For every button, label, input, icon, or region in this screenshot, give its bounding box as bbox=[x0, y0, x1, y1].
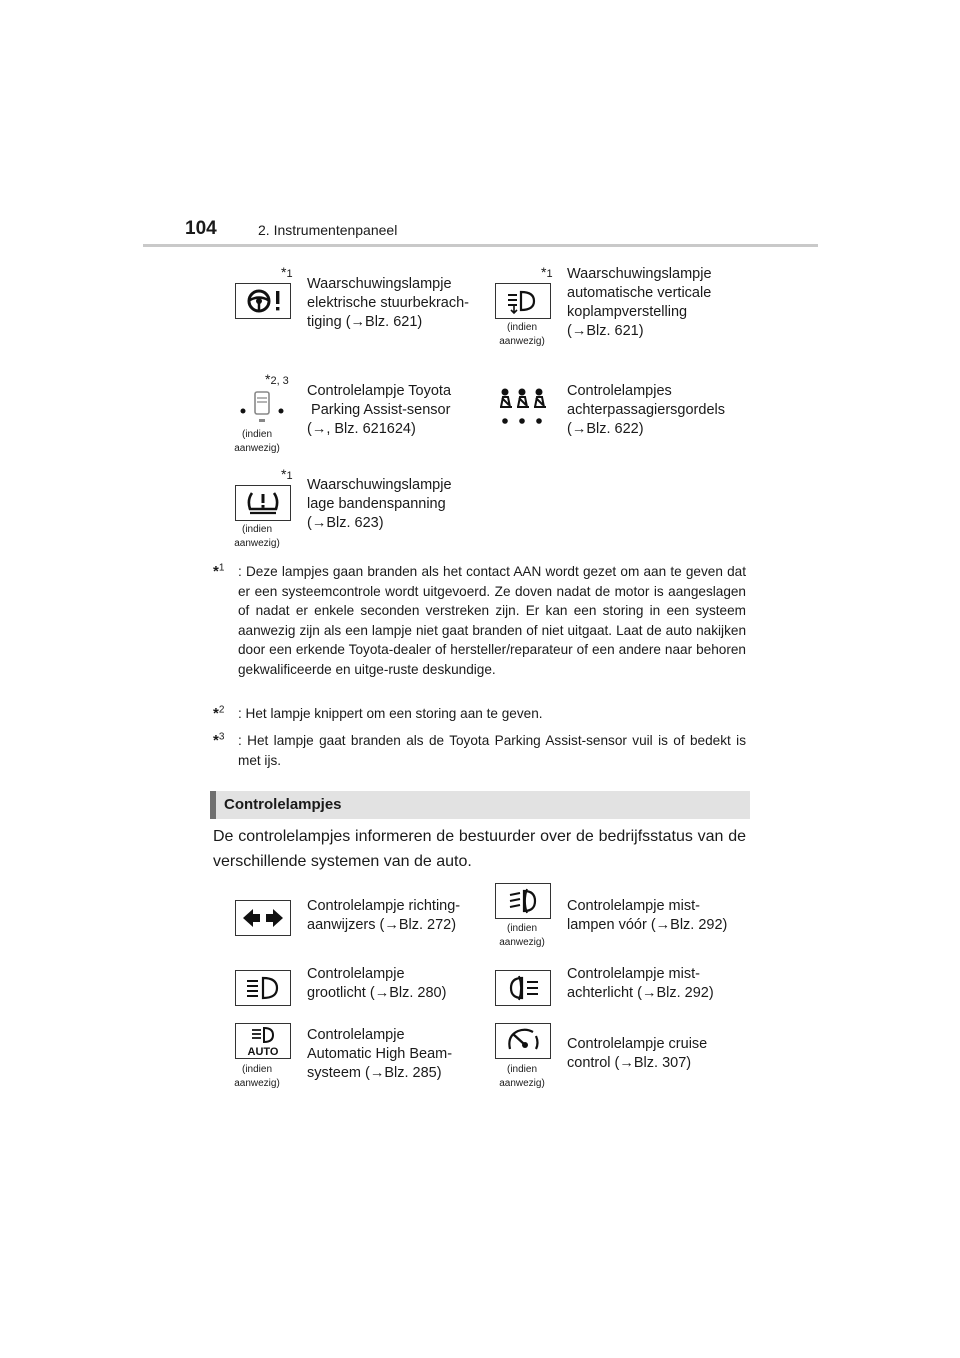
rear-seatbelt-icon bbox=[495, 390, 549, 424]
headlamp-leveling-text: Waarschuwingslampje automatische verticale koplampverstelling (→Blz. 621) bbox=[567, 266, 712, 339]
cruise-control-icon bbox=[495, 1023, 551, 1059]
high-beam-text: Controlelampje grootlicht (→Blz. 280) bbox=[307, 966, 447, 1001]
steering-warning-icon bbox=[235, 283, 291, 319]
availability-note: (indien aanwezig) bbox=[499, 923, 545, 948]
auto-high-beam-text: Controlelampje Automatic High Beam- systeem (→Blz. 285) bbox=[307, 1027, 453, 1081]
rear-seatbelt-text: Controlelampjes achterpassagiersgordels (→Blz. 622) bbox=[567, 383, 725, 437]
availability-note: (indien aanwezig) bbox=[499, 1064, 545, 1089]
section-band-accent bbox=[210, 791, 216, 819]
availability-note: (indien aanwezig) bbox=[234, 429, 280, 454]
footnote: *$^3$ : Het lampje gaat branden als de Toyota Parking Assist-sensor vuil is of bedekt is met ijs. bbox=[213, 731, 746, 768]
tire-pressure-text: Waarschuwingslampje lage bandenspanning (→Blz. 623) bbox=[307, 477, 452, 531]
steering-warning-text: Waarschuwingslampje elektrische stuurbekrach- tiging (→Blz. 621) bbox=[307, 276, 469, 330]
section-title: 2. Instrumentenpaneel bbox=[258, 222, 398, 238]
front-fog-text: Controlelampje mist- lampen vóór (→Blz. 292) bbox=[567, 898, 728, 933]
marker: *2, 3 bbox=[265, 371, 289, 387]
turn-signal-text: Controlelampje richting- aanwijzers (→Blz. 272) bbox=[307, 898, 461, 933]
auto-high-beam-icon bbox=[235, 1023, 291, 1059]
rear-fog-icon bbox=[495, 970, 551, 1006]
parking-assist-text: Controlelampje Toyota Parking Assist-sensor (→, Blz. 621624) bbox=[307, 383, 452, 437]
marker: *1 bbox=[541, 264, 553, 280]
footnote: *$^1$ : Deze lampjes gaan branden als het contact AAN wordt gezet om aan te geven dat er een systeemcontrole wordt uitgevoerd. Ze doven nadat de motor is aangeslagen of nadat er enkele seconden verstreken zijn. Er kan een storing in een systeem aanwezig zijn als een lampje niet gaat branden of niet uitgaat. Laat de auto nakijken door een erkende Toyota-dealer of hersteller/reparateur of een andere naar behoren gekwalificeerde en uitge-ruste deskundige. bbox=[213, 562, 746, 677]
marker: *1 bbox=[281, 466, 293, 482]
headlamp-leveling-warning-icon bbox=[495, 283, 551, 319]
section-intro: De controlelampjes informeren de bestuurder over de bedrijfsstatus van de verschillende systemen van de auto. bbox=[213, 828, 746, 870]
page-number: 104 bbox=[185, 218, 217, 239]
availability-note: (indien aanwezig) bbox=[234, 1064, 280, 1089]
rear-fog-text: Controlelampje mist- achterlicht (→Blz. 292) bbox=[567, 966, 714, 1001]
front-fog-icon bbox=[495, 883, 551, 919]
marker: *1 bbox=[281, 264, 293, 280]
availability-note: (indien aanwezig) bbox=[499, 322, 545, 347]
header-rule bbox=[143, 244, 818, 247]
turn-signal-icon bbox=[235, 900, 291, 936]
high-beam-icon bbox=[235, 970, 291, 1006]
tire-pressure-icon bbox=[235, 485, 291, 521]
section-heading: Controlelampjes bbox=[224, 796, 342, 813]
cruise-control-text: Controlelampje cruise control (→Blz. 307) bbox=[567, 1036, 708, 1071]
auto-label: AUTO bbox=[247, 1046, 279, 1057]
availability-note: (indien aanwezig) bbox=[234, 524, 280, 549]
parking-assist-icon bbox=[235, 390, 289, 424]
footnote: *$^2$ : Het lampje knippert om een storing aan te geven. bbox=[213, 704, 543, 722]
